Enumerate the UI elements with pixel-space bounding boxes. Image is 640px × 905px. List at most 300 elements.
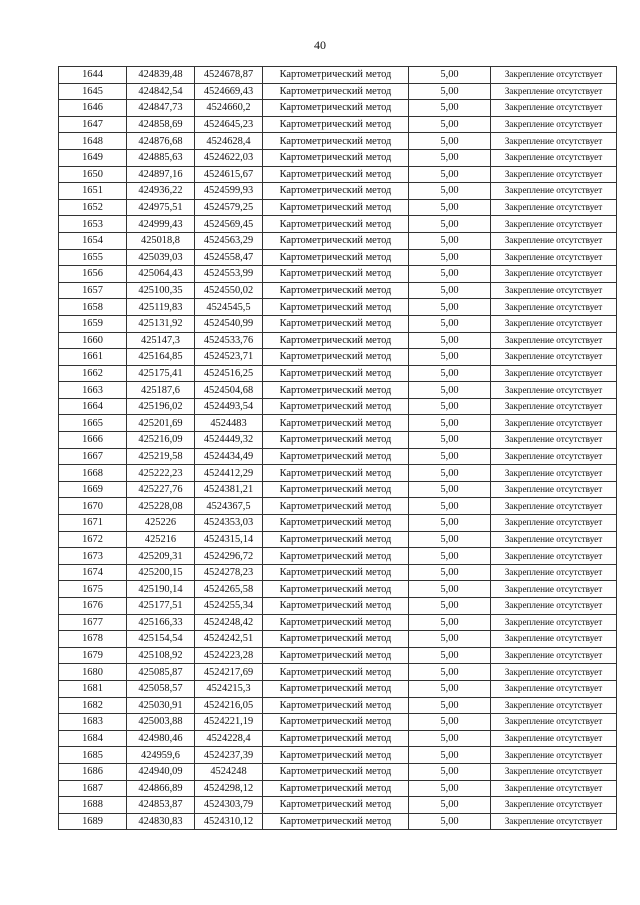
accuracy-cell: 5,00	[409, 647, 491, 664]
point-number-cell: 1663	[59, 382, 127, 399]
table-row	[59, 614, 617, 631]
table-row	[59, 631, 617, 648]
table-row	[59, 299, 617, 316]
method-cell: Картометрический метод	[263, 365, 409, 382]
fixation-cell: Закрепление отсутствует	[491, 382, 617, 399]
fixation-cell: Закрепление отсутствует	[491, 332, 617, 349]
accuracy-cell: 5,00	[409, 598, 491, 615]
y-coordinate-cell: 4524248,42	[195, 614, 263, 631]
x-coordinate-cell: 425177,51	[127, 598, 195, 615]
x-coordinate-cell: 425154,54	[127, 631, 195, 648]
table-row	[59, 763, 617, 780]
fixation-cell: Закрепление отсутствует	[491, 515, 617, 532]
method-cell: Картометрический метод	[263, 581, 409, 598]
fixation-cell: Закрепление отсутствует	[491, 166, 617, 183]
x-coordinate-cell: 425039,03	[127, 249, 195, 266]
accuracy-cell: 5,00	[409, 382, 491, 399]
fixation-cell: Закрепление отсутствует	[491, 664, 617, 681]
point-number-cell: 1662	[59, 365, 127, 382]
point-number-cell: 1674	[59, 564, 127, 581]
point-number-cell: 1686	[59, 763, 127, 780]
fixation-cell: Закрепление отсутствует	[491, 465, 617, 482]
point-number-cell: 1659	[59, 315, 127, 332]
accuracy-cell: 5,00	[409, 581, 491, 598]
table-row	[59, 332, 617, 349]
accuracy-cell: 5,00	[409, 697, 491, 714]
x-coordinate-cell: 424959,6	[127, 747, 195, 764]
point-number-cell: 1689	[59, 813, 127, 830]
fixation-cell: Закрепление отсутствует	[491, 747, 617, 764]
point-number-cell: 1651	[59, 183, 127, 200]
fixation-cell: Закрепление отсутствует	[491, 531, 617, 548]
y-coordinate-cell: 4524553,99	[195, 266, 263, 283]
point-number-cell: 1670	[59, 498, 127, 515]
accuracy-cell: 5,00	[409, 67, 491, 84]
table-row	[59, 232, 617, 249]
method-cell: Картометрический метод	[263, 598, 409, 615]
accuracy-cell: 5,00	[409, 481, 491, 498]
table-row	[59, 448, 617, 465]
point-number-cell: 1657	[59, 282, 127, 299]
y-coordinate-cell: 4524248	[195, 763, 263, 780]
y-coordinate-cell: 4524569,45	[195, 216, 263, 233]
fixation-cell: Закрепление отсутствует	[491, 763, 617, 780]
y-coordinate-cell: 4524579,25	[195, 199, 263, 216]
method-cell: Картометрический метод	[263, 481, 409, 498]
table-row	[59, 797, 617, 814]
table-row	[59, 398, 617, 415]
table-row	[59, 481, 617, 498]
fixation-cell: Закрепление отсутствует	[491, 67, 617, 84]
point-number-cell: 1687	[59, 780, 127, 797]
accuracy-cell: 5,00	[409, 349, 491, 366]
table-row	[59, 249, 617, 266]
x-coordinate-cell: 425085,87	[127, 664, 195, 681]
x-coordinate-cell: 425018,8	[127, 232, 195, 249]
table-row	[59, 149, 617, 166]
table-row	[59, 714, 617, 731]
y-coordinate-cell: 4524550,02	[195, 282, 263, 299]
accuracy-cell: 5,00	[409, 232, 491, 249]
x-coordinate-cell: 424940,09	[127, 763, 195, 780]
accuracy-cell: 5,00	[409, 216, 491, 233]
x-coordinate-cell: 425003,88	[127, 714, 195, 731]
table-row	[59, 664, 617, 681]
page-number: 40	[314, 38, 326, 52]
x-coordinate-cell: 425227,76	[127, 481, 195, 498]
method-cell: Картометрический метод	[263, 797, 409, 814]
method-cell: Картометрический метод	[263, 116, 409, 133]
method-cell: Картометрический метод	[263, 664, 409, 681]
y-coordinate-cell: 4524540,99	[195, 315, 263, 332]
method-cell: Картометрический метод	[263, 349, 409, 366]
x-coordinate-cell: 425147,3	[127, 332, 195, 349]
fixation-cell: Закрепление отсутствует	[491, 415, 617, 432]
fixation-cell: Закрепление отсутствует	[491, 349, 617, 366]
point-number-cell: 1658	[59, 299, 127, 316]
fixation-cell: Закрепление отсутствует	[491, 714, 617, 731]
x-coordinate-cell: 425201,69	[127, 415, 195, 432]
method-cell: Картометрический метод	[263, 647, 409, 664]
table-row	[59, 282, 617, 299]
y-coordinate-cell: 4524216,05	[195, 697, 263, 714]
accuracy-cell: 5,00	[409, 548, 491, 565]
point-number-cell: 1644	[59, 67, 127, 84]
accuracy-cell: 5,00	[409, 664, 491, 681]
accuracy-cell: 5,00	[409, 747, 491, 764]
y-coordinate-cell: 4524558,47	[195, 249, 263, 266]
fixation-cell: Закрепление отсутствует	[491, 498, 617, 515]
method-cell: Картометрический метод	[263, 415, 409, 432]
table-row	[59, 680, 617, 697]
y-coordinate-cell: 4524533,76	[195, 332, 263, 349]
method-cell: Картометрический метод	[263, 266, 409, 283]
accuracy-cell: 5,00	[409, 365, 491, 382]
table-row	[59, 531, 617, 548]
y-coordinate-cell: 4524223,28	[195, 647, 263, 664]
x-coordinate-cell: 425222,23	[127, 465, 195, 482]
method-cell: Картометрический метод	[263, 548, 409, 565]
y-coordinate-cell: 4524255,34	[195, 598, 263, 615]
fixation-cell: Закрепление отсутствует	[491, 614, 617, 631]
x-coordinate-cell: 425119,83	[127, 299, 195, 316]
point-number-cell: 1656	[59, 266, 127, 283]
y-coordinate-cell: 4524622,03	[195, 149, 263, 166]
y-coordinate-cell: 4524298,12	[195, 780, 263, 797]
x-coordinate-cell: 425226	[127, 515, 195, 532]
y-coordinate-cell: 4524412,29	[195, 465, 263, 482]
x-coordinate-cell: 424830,83	[127, 813, 195, 830]
point-number-cell: 1668	[59, 465, 127, 482]
y-coordinate-cell: 4524615,67	[195, 166, 263, 183]
accuracy-cell: 5,00	[409, 813, 491, 830]
x-coordinate-cell: 425175,41	[127, 365, 195, 382]
method-cell: Картометрический метод	[263, 149, 409, 166]
point-number-cell: 1675	[59, 581, 127, 598]
table-row	[59, 697, 617, 714]
x-coordinate-cell: 425216	[127, 531, 195, 548]
point-number-cell: 1660	[59, 332, 127, 349]
method-cell: Картометрический метод	[263, 432, 409, 449]
accuracy-cell: 5,00	[409, 763, 491, 780]
method-cell: Картометрический метод	[263, 83, 409, 100]
fixation-cell: Закрепление отсутствует	[491, 183, 617, 200]
fixation-cell: Закрепление отсутствует	[491, 249, 617, 266]
accuracy-cell: 5,00	[409, 531, 491, 548]
point-number-cell: 1650	[59, 166, 127, 183]
point-number-cell: 1664	[59, 398, 127, 415]
y-coordinate-cell: 4524296,72	[195, 548, 263, 565]
point-number-cell: 1679	[59, 647, 127, 664]
x-coordinate-cell: 424842,54	[127, 83, 195, 100]
fixation-cell: Закрепление отсутствует	[491, 598, 617, 615]
point-number-cell: 1682	[59, 697, 127, 714]
y-coordinate-cell: 4524449,32	[195, 432, 263, 449]
fixation-cell: Закрепление отсутствует	[491, 398, 617, 415]
y-coordinate-cell: 4524242,51	[195, 631, 263, 648]
x-coordinate-cell: 425030,91	[127, 697, 195, 714]
accuracy-cell: 5,00	[409, 680, 491, 697]
method-cell: Картометрический метод	[263, 730, 409, 747]
fixation-cell: Закрепление отсутствует	[491, 232, 617, 249]
table-row	[59, 581, 617, 598]
table-row	[59, 747, 617, 764]
x-coordinate-cell: 425187,6	[127, 382, 195, 399]
accuracy-cell: 5,00	[409, 780, 491, 797]
y-coordinate-cell: 4524353,03	[195, 515, 263, 532]
y-coordinate-cell: 4524563,29	[195, 232, 263, 249]
fixation-cell: Закрепление отсутствует	[491, 432, 617, 449]
method-cell: Картометрический метод	[263, 67, 409, 84]
method-cell: Картометрический метод	[263, 249, 409, 266]
method-cell: Картометрический метод	[263, 332, 409, 349]
y-coordinate-cell: 4524628,4	[195, 133, 263, 150]
method-cell: Картометрический метод	[263, 448, 409, 465]
accuracy-cell: 5,00	[409, 249, 491, 266]
y-coordinate-cell: 4524678,87	[195, 67, 263, 84]
fixation-cell: Закрепление отсутствует	[491, 315, 617, 332]
fixation-cell: Закрепление отсутствует	[491, 631, 617, 648]
table-row	[59, 515, 617, 532]
point-number-cell: 1654	[59, 232, 127, 249]
y-coordinate-cell: 4524237,39	[195, 747, 263, 764]
x-coordinate-cell: 424839,48	[127, 67, 195, 84]
point-number-cell: 1669	[59, 481, 127, 498]
fixation-cell: Закрепление отсутствует	[491, 448, 617, 465]
x-coordinate-cell: 424853,87	[127, 797, 195, 814]
accuracy-cell: 5,00	[409, 730, 491, 747]
x-coordinate-cell: 424975,51	[127, 199, 195, 216]
method-cell: Картометрический метод	[263, 315, 409, 332]
point-number-cell: 1677	[59, 614, 127, 631]
y-coordinate-cell: 4524516,25	[195, 365, 263, 382]
y-coordinate-cell: 4524381,21	[195, 481, 263, 498]
y-coordinate-cell: 4524483	[195, 415, 263, 432]
fixation-cell: Закрепление отсутствует	[491, 83, 617, 100]
method-cell: Картометрический метод	[263, 498, 409, 515]
fixation-cell: Закрепление отсутствует	[491, 100, 617, 117]
accuracy-cell: 5,00	[409, 515, 491, 532]
y-coordinate-cell: 4524367,5	[195, 498, 263, 515]
accuracy-cell: 5,00	[409, 498, 491, 515]
point-number-cell: 1676	[59, 598, 127, 615]
point-number-cell: 1681	[59, 680, 127, 697]
point-number-cell: 1683	[59, 714, 127, 731]
method-cell: Картометрический метод	[263, 282, 409, 299]
point-number-cell: 1645	[59, 83, 127, 100]
accuracy-cell: 5,00	[409, 315, 491, 332]
fixation-cell: Закрепление отсутствует	[491, 797, 617, 814]
method-cell: Картометрический метод	[263, 614, 409, 631]
accuracy-cell: 5,00	[409, 100, 491, 117]
table-row	[59, 365, 617, 382]
fixation-cell: Закрепление отсутствует	[491, 266, 617, 283]
table-row	[59, 415, 617, 432]
x-coordinate-cell: 425190,14	[127, 581, 195, 598]
method-cell: Картометрический метод	[263, 564, 409, 581]
point-number-cell: 1648	[59, 133, 127, 150]
method-cell: Картометрический метод	[263, 382, 409, 399]
fixation-cell: Закрепление отсутствует	[491, 680, 617, 697]
point-number-cell: 1688	[59, 797, 127, 814]
fixation-cell: Закрепление отсутствует	[491, 647, 617, 664]
fixation-cell: Закрепление отсутствует	[491, 116, 617, 133]
table-row	[59, 564, 617, 581]
method-cell: Картометрический метод	[263, 133, 409, 150]
y-coordinate-cell: 4524645,23	[195, 116, 263, 133]
point-number-cell: 1647	[59, 116, 127, 133]
table-row	[59, 382, 617, 399]
method-cell: Картометрический метод	[263, 747, 409, 764]
y-coordinate-cell: 4524228,4	[195, 730, 263, 747]
accuracy-cell: 5,00	[409, 133, 491, 150]
method-cell: Картометрический метод	[263, 199, 409, 216]
method-cell: Картометрический метод	[263, 697, 409, 714]
point-number-cell: 1661	[59, 349, 127, 366]
fixation-cell: Закрепление отсутствует	[491, 730, 617, 747]
method-cell: Картометрический метод	[263, 813, 409, 830]
fixation-cell: Закрепление отсутствует	[491, 365, 617, 382]
point-number-cell: 1653	[59, 216, 127, 233]
table-row	[59, 780, 617, 797]
table-row	[59, 647, 617, 664]
fixation-cell: Закрепление отсутствует	[491, 581, 617, 598]
x-coordinate-cell: 425100,35	[127, 282, 195, 299]
table-row	[59, 199, 617, 216]
y-coordinate-cell: 4524303,79	[195, 797, 263, 814]
point-number-cell: 1680	[59, 664, 127, 681]
point-number-cell: 1655	[59, 249, 127, 266]
table-row	[59, 100, 617, 117]
accuracy-cell: 5,00	[409, 183, 491, 200]
method-cell: Картометрический метод	[263, 100, 409, 117]
accuracy-cell: 5,00	[409, 299, 491, 316]
fixation-cell: Закрепление отсутствует	[491, 564, 617, 581]
method-cell: Картометрический метод	[263, 680, 409, 697]
method-cell: Картометрический метод	[263, 763, 409, 780]
accuracy-cell: 5,00	[409, 614, 491, 631]
coordinates-table-body	[59, 67, 617, 830]
point-number-cell: 1685	[59, 747, 127, 764]
method-cell: Картометрический метод	[263, 216, 409, 233]
method-cell: Картометрический метод	[263, 166, 409, 183]
point-number-cell: 1684	[59, 730, 127, 747]
x-coordinate-cell: 425164,85	[127, 349, 195, 366]
accuracy-cell: 5,00	[409, 564, 491, 581]
x-coordinate-cell: 425216,09	[127, 432, 195, 449]
x-coordinate-cell: 424885,63	[127, 149, 195, 166]
y-coordinate-cell: 4524434,49	[195, 448, 263, 465]
point-number-cell: 1646	[59, 100, 127, 117]
x-coordinate-cell: 424980,46	[127, 730, 195, 747]
fixation-cell: Закрепление отсутствует	[491, 780, 617, 797]
method-cell: Картометрический метод	[263, 531, 409, 548]
accuracy-cell: 5,00	[409, 332, 491, 349]
table-row	[59, 813, 617, 830]
fixation-cell: Закрепление отсутствует	[491, 481, 617, 498]
accuracy-cell: 5,00	[409, 149, 491, 166]
accuracy-cell: 5,00	[409, 415, 491, 432]
y-coordinate-cell: 4524265,58	[195, 581, 263, 598]
y-coordinate-cell: 4524215,3	[195, 680, 263, 697]
point-number-cell: 1649	[59, 149, 127, 166]
x-coordinate-cell: 425200,15	[127, 564, 195, 581]
y-coordinate-cell: 4524669,43	[195, 83, 263, 100]
point-number-cell: 1678	[59, 631, 127, 648]
accuracy-cell: 5,00	[409, 448, 491, 465]
fixation-cell: Закрепление отсутствует	[491, 813, 617, 830]
x-coordinate-cell: 424866,89	[127, 780, 195, 797]
x-coordinate-cell: 424847,73	[127, 100, 195, 117]
y-coordinate-cell: 4524221,19	[195, 714, 263, 731]
method-cell: Картометрический метод	[263, 780, 409, 797]
fixation-cell: Закрепление отсутствует	[491, 548, 617, 565]
method-cell: Картометрический метод	[263, 232, 409, 249]
method-cell: Картометрический метод	[263, 398, 409, 415]
table-row	[59, 598, 617, 615]
accuracy-cell: 5,00	[409, 398, 491, 415]
fixation-cell: Закрепление отсутствует	[491, 216, 617, 233]
point-number-cell: 1665	[59, 415, 127, 432]
x-coordinate-cell: 424999,43	[127, 216, 195, 233]
accuracy-cell: 5,00	[409, 282, 491, 299]
y-coordinate-cell: 4524310,12	[195, 813, 263, 830]
y-coordinate-cell: 4524504,68	[195, 382, 263, 399]
method-cell: Картометрический метод	[263, 183, 409, 200]
method-cell: Картометрический метод	[263, 714, 409, 731]
x-coordinate-cell: 424936,22	[127, 183, 195, 200]
fixation-cell: Закрепление отсутствует	[491, 282, 617, 299]
table-row	[59, 67, 617, 84]
y-coordinate-cell: 4524315,14	[195, 531, 263, 548]
accuracy-cell: 5,00	[409, 465, 491, 482]
y-coordinate-cell: 4524278,23	[195, 564, 263, 581]
point-number-cell: 1673	[59, 548, 127, 565]
y-coordinate-cell: 4524493,54	[195, 398, 263, 415]
x-coordinate-cell: 425131,92	[127, 315, 195, 332]
fixation-cell: Закрепление отсутствует	[491, 199, 617, 216]
table-row	[59, 498, 617, 515]
table-row	[59, 315, 617, 332]
y-coordinate-cell: 4524523,71	[195, 349, 263, 366]
method-cell: Картометрический метод	[263, 465, 409, 482]
accuracy-cell: 5,00	[409, 83, 491, 100]
point-number-cell: 1666	[59, 432, 127, 449]
accuracy-cell: 5,00	[409, 432, 491, 449]
x-coordinate-cell: 425196,02	[127, 398, 195, 415]
table-row	[59, 730, 617, 747]
coordinates-table	[58, 66, 617, 830]
accuracy-cell: 5,00	[409, 199, 491, 216]
x-coordinate-cell: 425108,92	[127, 647, 195, 664]
table-row	[59, 183, 617, 200]
table-row	[59, 349, 617, 366]
method-cell: Картометрический метод	[263, 515, 409, 532]
point-number-cell: 1672	[59, 531, 127, 548]
accuracy-cell: 5,00	[409, 266, 491, 283]
accuracy-cell: 5,00	[409, 631, 491, 648]
fixation-cell: Закрепление отсутствует	[491, 697, 617, 714]
point-number-cell: 1667	[59, 448, 127, 465]
table-row	[59, 116, 617, 133]
accuracy-cell: 5,00	[409, 797, 491, 814]
point-number-cell: 1652	[59, 199, 127, 216]
table-row	[59, 548, 617, 565]
method-cell: Картометрический метод	[263, 299, 409, 316]
fixation-cell: Закрепление отсутствует	[491, 133, 617, 150]
table-row	[59, 133, 617, 150]
accuracy-cell: 5,00	[409, 116, 491, 133]
